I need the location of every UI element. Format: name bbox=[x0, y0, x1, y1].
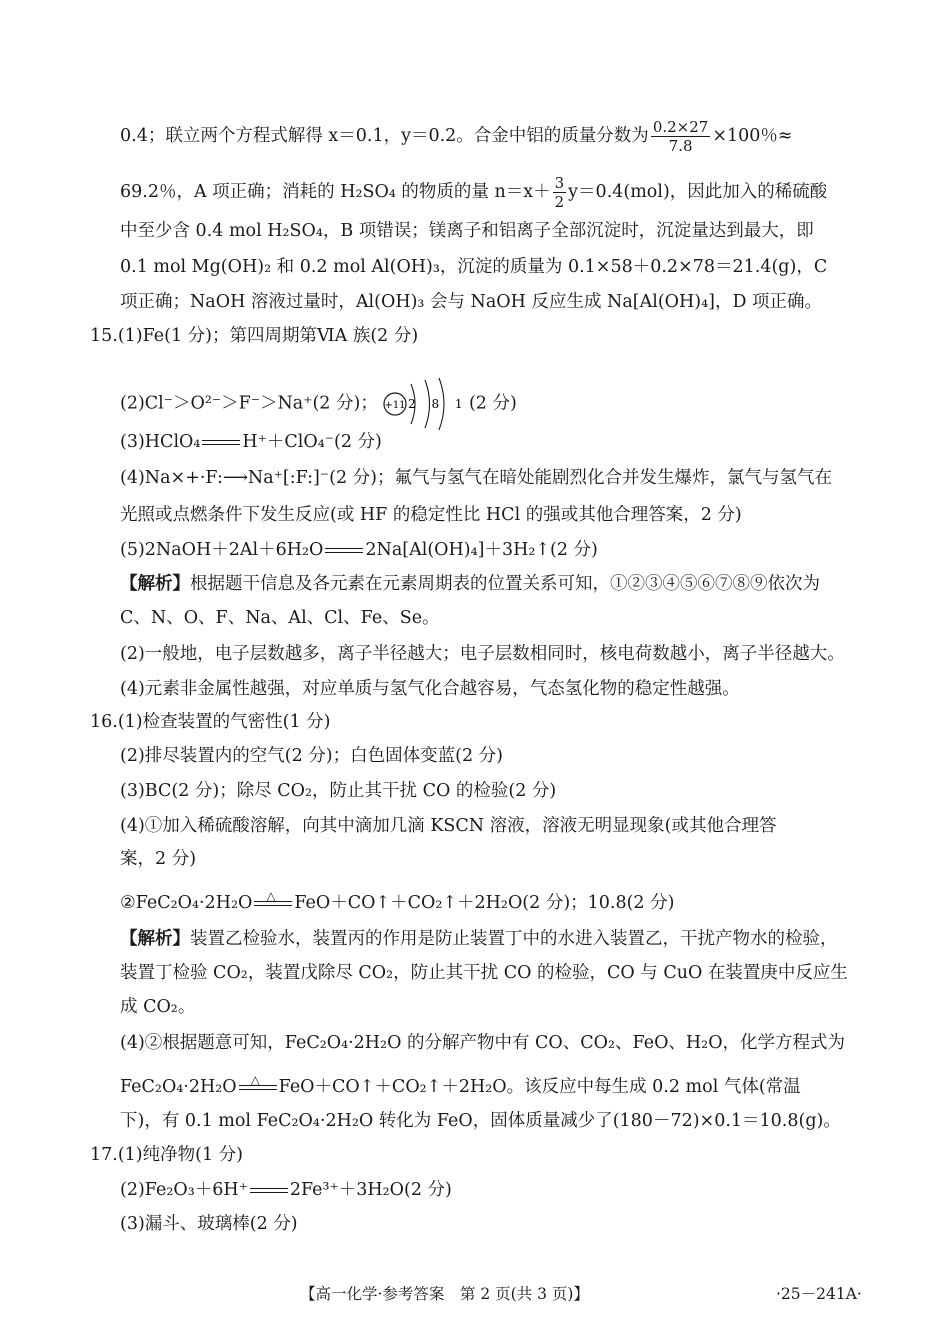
text-segment: (2)Cl⁻＞O²⁻＞F⁻＞Na⁺(2 分)； bbox=[120, 393, 378, 414]
text-line bbox=[120, 174, 827, 211]
question-17-part-1: 17.(1)纯净物(1 分) bbox=[90, 1145, 243, 1165]
text-line: (2)一般地，电子层数越多，离子半径越大；电子层数相同时，核电荷数越小，离子半径越大。 bbox=[120, 644, 845, 664]
question-16-part-1: 16.(1)检查装置的气密性(1 分) bbox=[90, 712, 331, 732]
text-segment: ×100％≈ bbox=[712, 126, 793, 146]
question-17-part-2 bbox=[120, 1179, 452, 1201]
text-segment: (2 分) bbox=[468, 393, 517, 414]
fraction-numerator: 0.2×27 bbox=[652, 118, 709, 136]
question-15-part-5 bbox=[120, 539, 598, 561]
text-segment: 根据题干信息及各元素在元素周期表的位置关系可知，①②③④⑤⑥⑦⑧⑨依次为 bbox=[190, 574, 820, 594]
text-line: (4)②根据题意可知，FeC₂O₄·2H₂O 的分解产物中有 CO、CO₂、FeO、H₂O，化学方程式为 bbox=[120, 1033, 846, 1053]
text-segment: (2)Fe₂O₃＋6H⁺ bbox=[120, 1180, 248, 1200]
atom-structure-diagram bbox=[383, 376, 463, 432]
text-segment: FeO＋CO↑＋CO₂↑＋2H₂O(2 分)；10.8(2 分) bbox=[294, 893, 675, 913]
equals-sign bbox=[200, 436, 242, 450]
question-15-part-4: (4)Na×+·F:⟶Na⁺[:F:]⁻(2 分)；氟气与氢气在暗处能剧烈化合并发生爆炸，氯气与氢气在 bbox=[120, 468, 832, 488]
question-15-part-2 bbox=[120, 376, 517, 432]
text-line: 光照或点燃条件下发生反应(或 HF 的稳定性比 HCl 的强或其他合理答案，2 分) bbox=[120, 505, 742, 525]
footer-title: 【高一化学·参考答案 第 2 页(共 3 页)】 bbox=[300, 1285, 589, 1303]
analysis-label: 【解析】 bbox=[120, 929, 190, 949]
heat-symbol: △ bbox=[266, 888, 276, 903]
shell-numbers: 2 8 1 bbox=[408, 397, 464, 411]
equation-line bbox=[120, 1072, 801, 1098]
text-segment: FeO＋CO↑＋CO₂↑＋2H₂O。该反应中每生成 0.2 mol 气体(常温 bbox=[278, 1077, 801, 1097]
fraction bbox=[651, 118, 711, 155]
heat-symbol: △ bbox=[250, 1072, 260, 1087]
text-line: 装置丁检验 CO₂，装置戊除尽 CO₂，防止其干扰 CO 的检验，CO 与 CuO 在装置庚中反应生 bbox=[120, 963, 848, 983]
text-line: 0.1 mol Mg(OH)₂ 和 0.2 mol Al(OH)₃，沉淀的质量为 0.1×58＋0.2×78＝21.4(g)，C bbox=[120, 257, 828, 277]
text-line: 成 CO₂。 bbox=[120, 997, 196, 1017]
question-16-part-3: (3)BC(2 分)；除尽 CO₂，防止其干扰 CO 的检验(2 分) bbox=[120, 781, 557, 801]
analysis-label: 【解析】 bbox=[120, 574, 190, 594]
fraction-numerator: 3 bbox=[554, 174, 565, 192]
equals-sign bbox=[323, 544, 365, 558]
text-segment: 0.4；联立两个方程式解得 x＝0.1，y＝0.2。合金中铝的质量分数为 bbox=[120, 126, 649, 146]
text-segment: 2Na[Al(OH)₄]＋3H₂↑(2 分) bbox=[365, 540, 598, 560]
heat-equals-sign bbox=[237, 1072, 279, 1095]
text-line: 中至少含 0.4 mol H₂SO₄，B 项错误；镁离子和铝离子全部沉淀时，沉淀量达到最大，即 bbox=[120, 221, 814, 241]
analysis-16 bbox=[120, 928, 838, 950]
text-line: 案，2 分) bbox=[120, 849, 197, 869]
fraction bbox=[553, 174, 567, 211]
text-segment: (3)HClO₄ bbox=[120, 432, 201, 452]
text-segment: FeC₂O₄·2H₂O bbox=[120, 1077, 237, 1097]
text-segment: ②FeC₂O₄·2H₂O bbox=[120, 893, 253, 913]
fraction-denominator: 7.8 bbox=[668, 137, 693, 155]
equals-sign bbox=[248, 1184, 290, 1198]
equation-line bbox=[120, 888, 675, 914]
footer-code: ·25－241A· bbox=[776, 1285, 862, 1303]
text-line: C、N、O、F、Na、Al、Cl、Fe、Se。 bbox=[120, 608, 440, 628]
text-line: 项正确；NaOH 溶液过量时，Al(OH)₃ 会与 NaOH 反应生成 Na[Al(OH)₄]，D 项正确。 bbox=[120, 292, 823, 312]
text-line: (4)元素非金属性越强，对应单质与氢气化合越容易，气态氢化物的稳定性越强。 bbox=[120, 679, 740, 699]
question-15-part-3 bbox=[120, 431, 382, 453]
text-segment: H⁺＋ClO₄⁻(2 分) bbox=[242, 432, 382, 452]
question-16-part-4: (4)①加入稀硫酸溶解，向其中滴加几滴 KSCN 溶液，溶液无明显现象(或其他合理答 bbox=[120, 816, 777, 836]
heat-equals-sign bbox=[252, 888, 294, 911]
nucleus-label: +11 bbox=[384, 400, 406, 411]
text-line bbox=[120, 118, 793, 155]
text-segment: (5)2NaOH＋2Al＋6H₂O bbox=[120, 540, 324, 560]
text-segment: y＝0.4(mol)，因此加入的稀硫酸 bbox=[568, 182, 828, 202]
question-15-part-1: 15.(1)Fe(1 分)；第四周期第ⅥA 族(2 分) bbox=[90, 326, 419, 346]
text-segment: 69.2％，A 项正确；消耗的 H₂SO₄ 的物质的量 n＝x＋ bbox=[120, 182, 551, 202]
question-16-part-2: (2)排尽装置内的空气(2 分)；白色固体变蓝(2 分) bbox=[120, 746, 503, 766]
text-segment: 2Fe³⁺＋3H₂O(2 分) bbox=[289, 1180, 452, 1200]
analysis-15 bbox=[120, 573, 820, 595]
text-segment: 装置乙检验水，装置丙的作用是防止装置丁中的水进入装置乙，干扰产物水的检验， bbox=[190, 929, 838, 949]
question-17-part-3: (3)漏斗、玻璃棒(2 分) bbox=[120, 1214, 298, 1234]
fraction-denominator: 2 bbox=[554, 193, 565, 211]
text-line: 下)，有 0.1 mol FeC₂O₄·2H₂O 转化为 FeO，固体质量减少了(180－72)×0.1＝10.8(g)。 bbox=[120, 1111, 841, 1131]
